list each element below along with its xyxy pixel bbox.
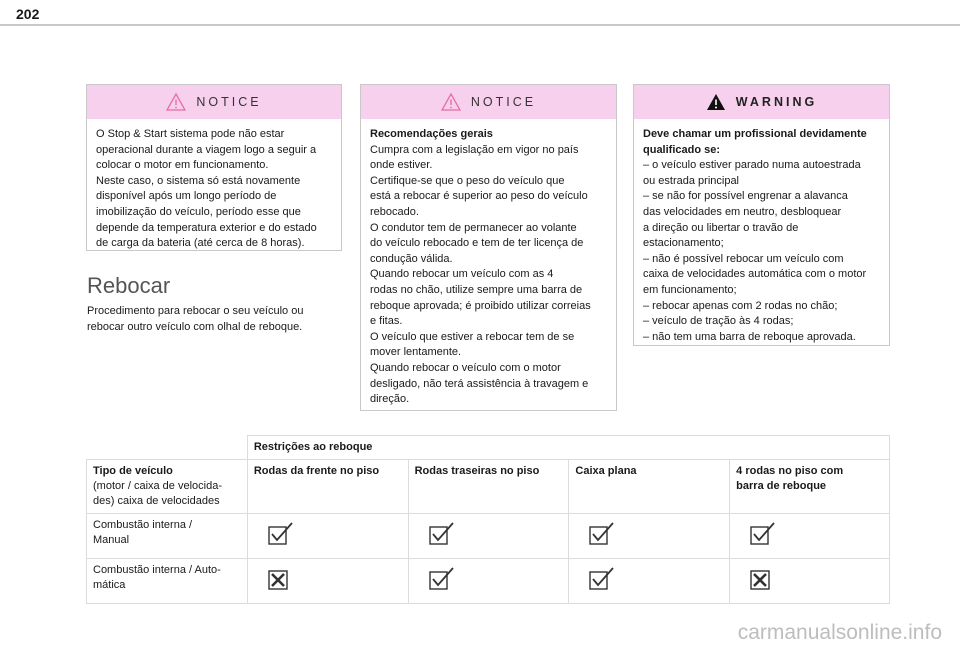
column-header-line: 4 rodas no piso com: [736, 465, 844, 477]
warning-line: caixa de velocidades automática com o motor: [643, 268, 867, 281]
notice-line: colocar o motor em funcionamento.: [96, 159, 269, 172]
notice-header-label: NOTICE: [196, 95, 262, 109]
warning-line: das velocidades em neutro, desbloquear: [643, 205, 842, 218]
column-header-flatbed: Caixa plana: [569, 460, 730, 514]
warning-line: – veículo de tração às 4 rodas;: [643, 315, 794, 328]
notice-box-towing: [360, 84, 617, 411]
notice-line: condução válida.: [370, 252, 453, 265]
notice-line: Quando rebocar o veículo com o motor: [370, 361, 561, 374]
warning-triangle-icon: [706, 93, 726, 111]
notice-line: Neste caso, o sistema só está novamente: [96, 174, 301, 187]
forbidden-icon: [268, 567, 294, 591]
warning-subtitle: qualificado se:: [643, 143, 721, 156]
notice-header: [87, 85, 341, 119]
column-header-rear-wheels: Rodas traseiras no piso: [408, 460, 569, 514]
table-cell: [247, 559, 408, 604]
allowed-icon: [589, 522, 615, 546]
table-group-header: Restrições ao reboque: [247, 436, 889, 460]
section-intro-line: rebocar outro veículo com olhal de reboque.: [87, 321, 303, 333]
caution-triangle-icon: [166, 93, 186, 111]
row-header-title: Tipo de veículo: [93, 465, 173, 477]
row-label-cell: [87, 514, 248, 559]
section-intro-line: Procedimento para rebocar o seu veículo ou: [87, 305, 304, 317]
notice-line: mover lentamente.: [370, 346, 462, 359]
notice-line: direção.: [370, 393, 410, 406]
allowed-icon: [429, 522, 455, 546]
table-group-header-row: [87, 436, 890, 460]
notice-line: de carga da bateria (até cerca de 8 horas).: [96, 237, 305, 250]
table-cell: [569, 514, 730, 559]
notice-line: reboque aprovada; é proibido utilizar correias: [370, 299, 591, 312]
warning-subtitle: Deve chamar um profissional devidamente: [643, 128, 867, 140]
warning-line: a direção ou libertar o travão de: [643, 221, 799, 234]
warning-line: – não é possível rebocar um veículo com: [643, 252, 844, 265]
row-label-line: Combustão interna /: [93, 519, 193, 531]
table-header-row: [87, 460, 890, 514]
row-label-line: mática: [93, 579, 126, 591]
notice-line: O veículo que estiver a rebocar tem de se: [370, 330, 575, 343]
notice-line: onde estiver.: [370, 159, 433, 172]
allowed-icon: [268, 522, 294, 546]
notice-box-stop-start: [86, 84, 342, 251]
warning-line: – o veículo estiver parado numa autoestrada: [643, 159, 861, 172]
section-intro: [87, 303, 337, 335]
table-cell: [730, 514, 890, 559]
row-label-line: Combustão interna / Auto-: [93, 564, 221, 576]
forbidden-icon: [750, 567, 776, 591]
table-cell: [408, 559, 569, 604]
header-rule: [0, 24, 960, 26]
page-number: 202: [16, 6, 40, 22]
notice-line: operacional durante a viagem logo a seguir a: [96, 143, 317, 156]
notice-line: rodas no chão, utilize sempre uma barra de: [370, 283, 583, 296]
notice-line: está a rebocar é superior ao peso do veículo: [370, 190, 588, 203]
table-cell: [569, 559, 730, 604]
warning-header: [634, 85, 889, 119]
notice-line: imobilização do veículo, período esse que: [96, 205, 301, 218]
table-empty-cell: [87, 436, 248, 460]
notice-body: [361, 119, 616, 414]
towing-restrictions-table: [86, 435, 890, 604]
row-header-sub: des) caixa de velocidades: [93, 495, 220, 507]
notice-header-label: NOTICE: [470, 95, 537, 109]
warning-body: [634, 119, 889, 351]
allowed-icon: [750, 522, 776, 546]
warning-line: em funcionamento;: [643, 283, 737, 296]
column-header-line: barra de reboque: [736, 480, 827, 492]
table-cell: [247, 514, 408, 559]
column-header-front-wheels: Rodas da frente no piso: [247, 460, 408, 514]
notice-line: O condutor tem de permanecer ao volante: [370, 221, 577, 234]
row-header-sub: (motor / caixa de velocida-: [93, 480, 222, 492]
notice-line: O Stop & Start sistema pode não estar: [96, 128, 285, 140]
table-cell: [408, 514, 569, 559]
allowed-icon: [589, 567, 615, 591]
notice-body: [87, 119, 341, 258]
column-header-four-wheels: [730, 460, 890, 514]
warning-line: ou estrada principal: [643, 174, 740, 187]
notice-line: disponível após um longo período de: [96, 190, 277, 203]
notice-line: depende da temperatura exterior e do estado: [96, 221, 317, 234]
watermark: carmanualsonline.info: [737, 621, 942, 644]
table-cell: [730, 559, 890, 604]
warning-line: – se não for possível engrenar a alavanca: [643, 190, 848, 203]
allowed-icon: [429, 567, 455, 591]
warning-line: – rebocar apenas com 2 rodas no chão;: [643, 299, 838, 312]
notice-line: Certifique-se que o peso do veículo que: [370, 174, 565, 187]
notice-line: do veículo rebocado e tem de ter licença de: [370, 237, 584, 250]
notice-line: Cumpra com a legislação em vigor no país: [370, 143, 579, 156]
notice-line: desligado, não terá assistência à travagem e: [370, 377, 589, 390]
table-row: [87, 559, 890, 604]
warning-box: [633, 84, 890, 346]
row-label-line: Manual: [93, 534, 130, 546]
notice-header: [361, 85, 616, 119]
warning-header-label: WARNING: [735, 95, 818, 109]
row-label-cell: [87, 559, 248, 604]
caution-triangle-icon: [441, 93, 461, 111]
section-title: Rebocar: [87, 273, 171, 298]
notice-line: rebocado.: [370, 205, 419, 218]
row-header-cell: [87, 460, 248, 514]
notice-subtitle: Recomendações gerais: [370, 128, 493, 140]
warning-line: estacionamento;: [643, 237, 724, 250]
warning-line: – não tem uma barra de reboque aprovada.: [643, 330, 856, 343]
table-row: [87, 514, 890, 559]
notice-line: Quando rebocar um veículo com as 4: [370, 268, 554, 281]
notice-line: e fitas.: [370, 315, 403, 328]
